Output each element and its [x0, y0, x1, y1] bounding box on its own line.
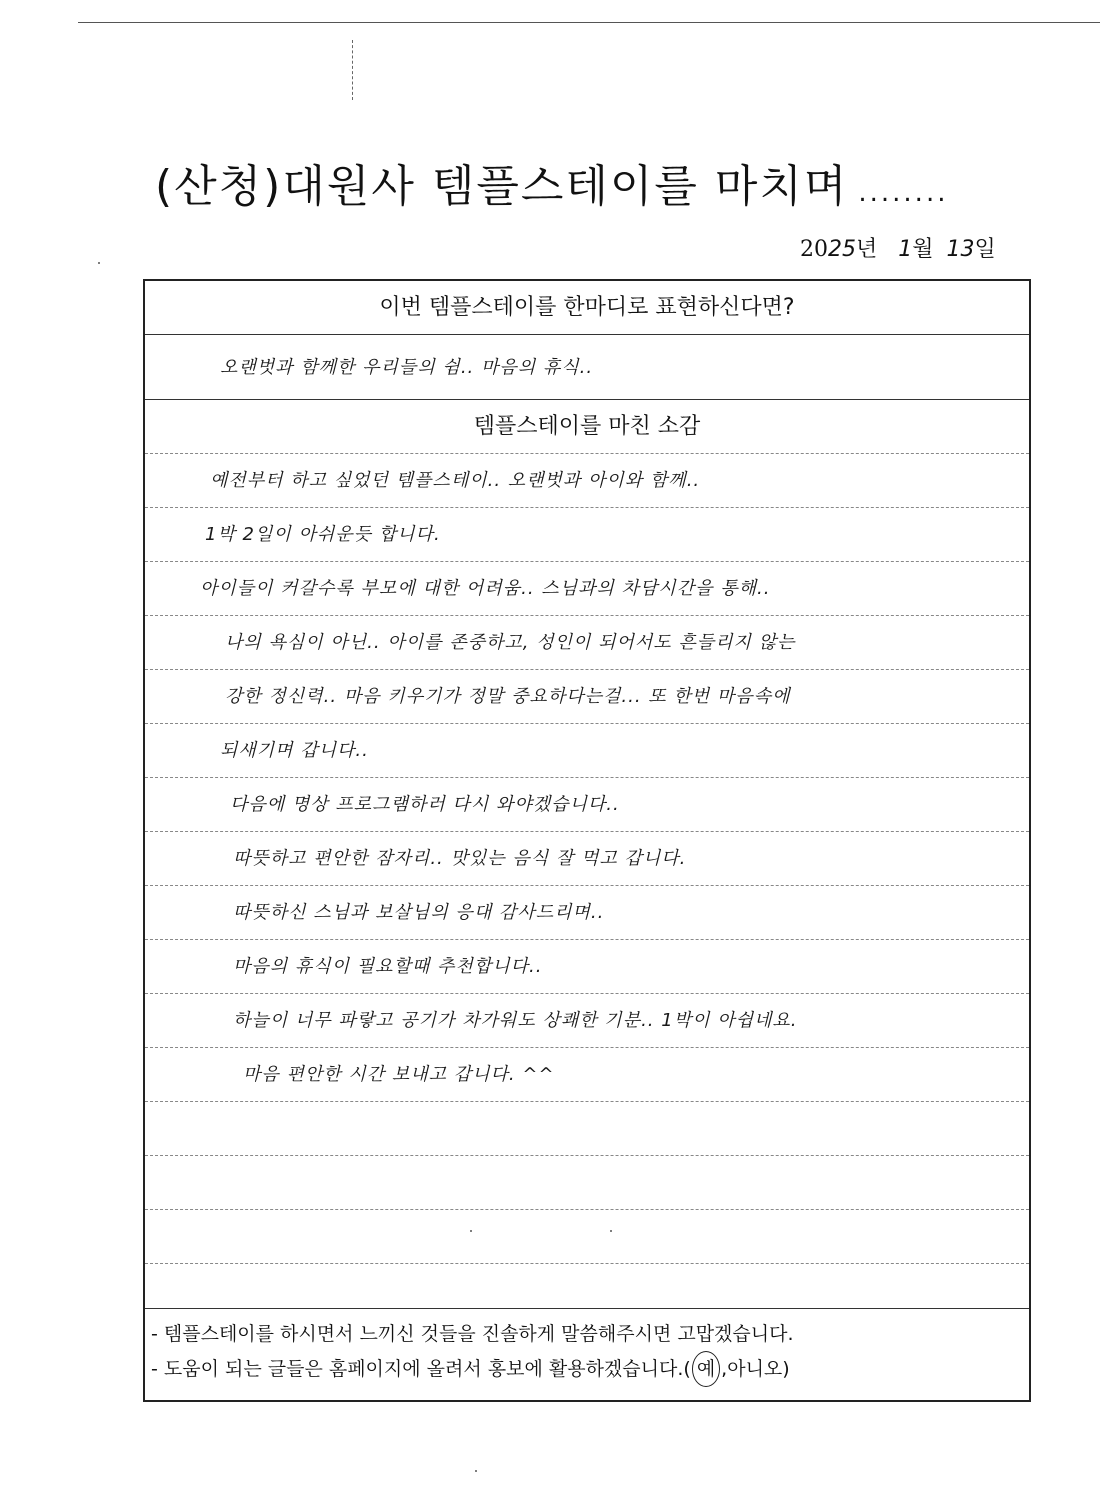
footer-notes	[145, 1305, 1029, 1400]
comment-row	[145, 670, 1029, 724]
comment-row	[145, 778, 1029, 832]
title-text: (산청)대원사 템플스테이를 마치며	[155, 161, 849, 212]
consent-option-no[interactable]: 아니오	[727, 1358, 783, 1380]
date-line	[800, 232, 996, 263]
scan-speck	[98, 262, 100, 264]
top-rule	[78, 22, 1100, 23]
page-title	[155, 150, 948, 214]
footer-note-two	[145, 1351, 1029, 1387]
comment-row	[145, 454, 1029, 508]
comment-line-1: 예전부터 하고 싶었던 템플스테이.. 오랜벗과 아이와 함께..	[210, 470, 701, 491]
comment-row	[145, 562, 1029, 616]
binding-marks	[352, 40, 357, 100]
consent-close-paren: )	[782, 1358, 790, 1380]
comment-line-12: 마음 편안한 시간 보내고 갑니다. ^^	[243, 1064, 555, 1085]
blank-row	[145, 1156, 1029, 1210]
comment-line-9: 따뜻하신 스님과 보살님의 응대 감사드리며..	[233, 902, 605, 923]
comment-row	[145, 616, 1029, 670]
comment-row	[145, 508, 1029, 562]
consent-option-yes[interactable]: 예	[692, 1351, 720, 1387]
date-day-label: 일	[974, 237, 996, 262]
blank-row	[145, 1102, 1029, 1156]
blank-row	[145, 1264, 1029, 1309]
comment-line-4: 나의 욕심이 아닌.. 아이를 존중하고, 성인이 되어서도 흔들리지 않는	[225, 632, 796, 653]
section-one-answer: 오랜벗과 함께한 우리들의 쉼.. 마음의 휴식..	[220, 357, 594, 378]
comment-line-10: 마음의 휴식이 필요할때 추천합니다..	[233, 956, 543, 977]
comment-row	[145, 832, 1029, 886]
date-month-label: 월	[912, 237, 934, 262]
scan-speck	[475, 1470, 477, 1472]
comment-line-7: 다음에 명상 프로그램하러 다시 와야겠습니다..	[230, 794, 620, 815]
section-one-answer-row	[145, 335, 1029, 400]
comment-row	[145, 994, 1029, 1048]
comment-line-5: 강한 정신력.. 마음 키우기가 정말 중요하다는걸... 또 한번 마음속에	[225, 686, 791, 707]
comment-row	[145, 940, 1029, 994]
comment-line-8: 따뜻하고 편안한 잠자리.. 맛있는 음식 잘 먹고 갑니다.	[233, 848, 687, 869]
comment-line-6: 되새기며 갑니다..	[220, 740, 369, 761]
section-two-heading: 템플스테이를 마친 소감	[145, 400, 1029, 454]
comment-row	[145, 724, 1029, 778]
comment-line-2: 1박 2일이 아쉬운듯 합니다.	[205, 524, 441, 545]
date-year-label: 년	[856, 237, 878, 262]
date-year-prefix: 20	[800, 237, 828, 262]
scan-speck	[470, 1230, 472, 1232]
date-year-handwritten: 25	[828, 237, 856, 262]
title-ellipsis: ........	[858, 178, 949, 208]
consent-open-paren: (	[683, 1358, 691, 1380]
survey-form	[143, 279, 1031, 1402]
scan-speck	[610, 1230, 612, 1232]
comment-line-11: 하늘이 너무 파랗고 공기가 차가워도 상쾌한 기분.. 1박이 아쉽네요.	[233, 1010, 798, 1031]
comment-row	[145, 886, 1029, 940]
blank-row	[145, 1210, 1029, 1264]
consent-separator: ,	[721, 1358, 728, 1380]
comment-row	[145, 1048, 1029, 1102]
date-month: 1	[898, 237, 913, 262]
footer-note-two-text: - 도움이 되는 글들은 홈페이지에 올려서 홍보에 활용하겠습니다.	[151, 1358, 684, 1380]
date-day: 13	[946, 237, 975, 262]
section-one-question: 이번 템플스테이를 한마디로 표현하신다면?	[145, 281, 1029, 335]
comment-line-3: 아이들이 커갈수록 부모에 대한 어려움.. 스님과의 차담시간을 통해..	[200, 578, 771, 599]
footer-note-one: - 템플스테이를 하시면서 느끼신 것들을 진솔하게 말씀해주시면 고맙겠습니다.	[151, 1323, 794, 1345]
